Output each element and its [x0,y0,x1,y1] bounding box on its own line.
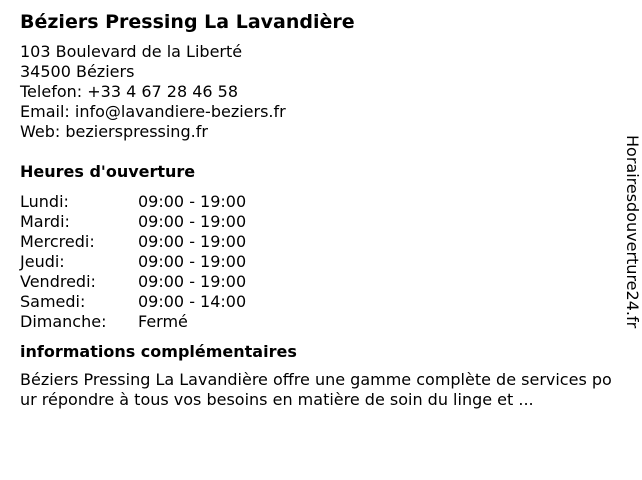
hours-row [20,292,246,312]
hours-time: 09:00 - 14:00 [138,292,247,311]
business-card [20,10,620,410]
info-heading: informations complémentaires [20,342,297,361]
hours-time: 09:00 - 19:00 [138,272,247,291]
hours-day: Mardi: [20,212,70,231]
hours-row [20,192,246,212]
hours-day: Jeudi: [20,252,65,271]
hours-row [20,272,246,292]
hours-table [20,192,246,332]
hours-heading: Heures d'ouverture [20,162,196,181]
hours-day: Mercredi: [20,232,95,251]
hours-day: Vendredi: [20,272,96,291]
hours-row [20,312,246,332]
info-description: Béziers Pressing La Lavandière offre une gamme complète de services pour répondre à tous vos besoins en matière de soin du linge et ... [20,370,612,409]
hours-time: Fermé [138,312,188,331]
hours-day: Lundi: [20,192,69,211]
business-title: Béziers Pressing La Lavandière [20,11,355,33]
contact-block [20,42,620,142]
hours-time: 09:00 - 19:00 [138,212,247,231]
phone-line: Telefon: +33 4 67 28 46 58 [20,82,239,101]
address-street: 103 Boulevard de la Liberté [20,42,243,61]
web-line: Web: bezierspressing.fr [20,122,208,141]
hours-row [20,252,246,272]
site-watermark: Horairesdouverture24.fr [623,135,642,329]
hours-time: 09:00 - 19:00 [138,192,247,211]
hours-time: 09:00 - 19:00 [138,252,247,271]
hours-day: Dimanche: [20,312,107,331]
hours-row [20,232,246,252]
email-line: Email: info@lavandiere-beziers.fr [20,102,286,121]
hours-row [20,212,246,232]
address-city: 34500 Béziers [20,62,135,81]
hours-day: Samedi: [20,292,86,311]
hours-time: 09:00 - 19:00 [138,232,247,251]
